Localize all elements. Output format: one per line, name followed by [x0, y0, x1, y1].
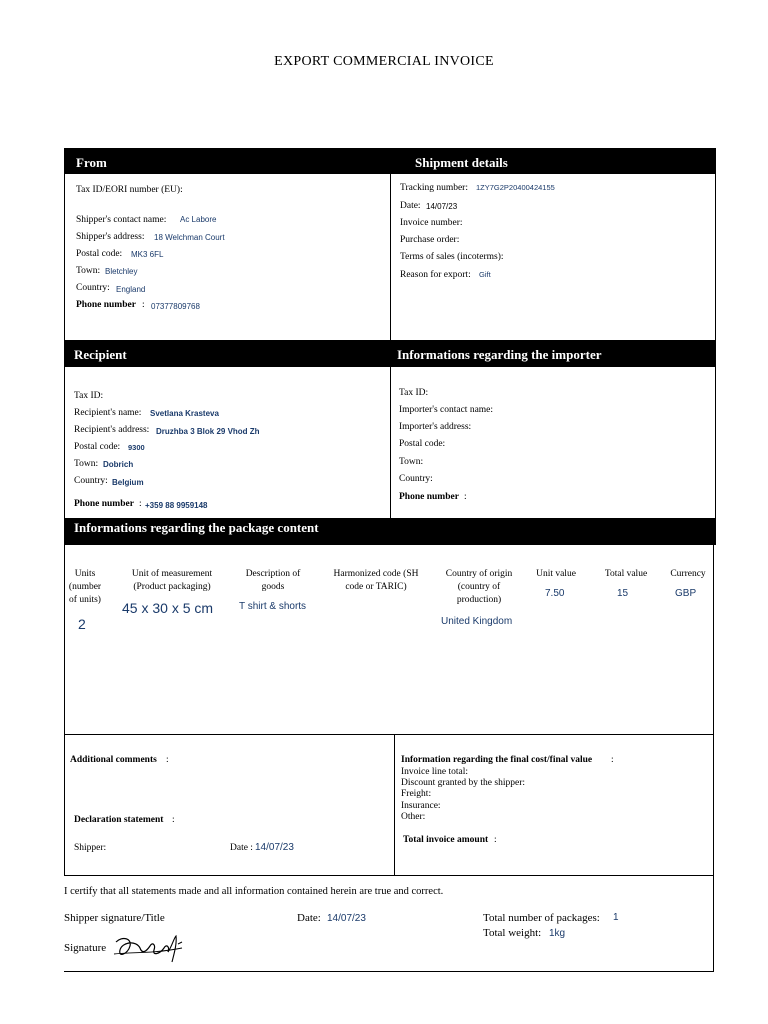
- origin-value: United Kingdom: [441, 616, 513, 627]
- shipment-heading: Shipment details: [415, 155, 508, 170]
- shipment-reason-label: Reason for export:: [400, 270, 471, 280]
- from-address-value: 18 Welchman Court: [154, 233, 225, 242]
- from-town-value: Bletchley: [105, 267, 138, 276]
- cost-total-colon: :: [494, 835, 497, 845]
- from-contact-label: Shipper's contact name:: [76, 215, 167, 225]
- packages-value: 1: [613, 912, 619, 923]
- certify-date-label: Date:: [297, 912, 321, 924]
- unit-value-value: 7.50: [545, 588, 565, 599]
- declaration-label: Declaration statement: [74, 815, 164, 825]
- from-country-value: England: [116, 285, 146, 294]
- from-tax-label: Tax ID/EORI number (EU):: [76, 185, 183, 195]
- recipient-address-value: Druzhba 3 Blok 29 Vhod Zh: [156, 427, 260, 436]
- recipient-postal-value: 9300: [128, 443, 145, 452]
- col-units-header: Units (number of units): [68, 569, 102, 605]
- recipient-country-label: Country:: [74, 476, 108, 486]
- handwritten-signature: [112, 932, 188, 966]
- shipment-reason-value: Gift: [479, 270, 491, 279]
- certify-top-border: [64, 875, 714, 876]
- cost-insurance: Insurance:: [401, 801, 441, 811]
- shipment-terms-label: Terms of sales (incoterms):: [400, 252, 504, 262]
- importer-country-label: Country:: [399, 474, 433, 484]
- right-border-package: [713, 545, 714, 875]
- shipment-tracking-value: 1ZY7G2P20400424155: [476, 183, 555, 192]
- right-border-mid: [715, 367, 716, 519]
- recipient-town-label: Town:: [74, 459, 99, 469]
- from-address-label: Shipper's address:: [76, 232, 145, 242]
- comments-shipper-label: Shipper:: [74, 843, 107, 853]
- package-heading: Informations regarding the package content: [74, 520, 319, 535]
- weight-label: Total weight:: [483, 927, 542, 939]
- additional-comments-label: Additional comments: [70, 755, 157, 765]
- certify-right-border: [713, 875, 714, 971]
- total-value-value: 15: [617, 588, 629, 599]
- currency-value: GBP: [675, 588, 697, 599]
- middle-divider-top: [390, 174, 391, 341]
- cost-heading: Information regarding the final cost/final value: [401, 755, 593, 765]
- cost-discount: Discount granted by the shipper:: [401, 778, 526, 788]
- cost-heading-colon: :: [611, 755, 614, 765]
- left-border-top: [64, 174, 65, 341]
- package-row-divider: [64, 734, 713, 735]
- importer-postal-label: Postal code:: [399, 439, 446, 449]
- packages-label: Total number of packages:: [483, 912, 600, 924]
- importer-heading: Informations regarding the importer: [397, 347, 602, 362]
- additional-comments-colon: :: [166, 755, 169, 765]
- shipment-tracking-label: Tracking number:: [400, 183, 468, 193]
- header-bar-from-shipment: [64, 148, 716, 174]
- importer-phone-label: Phone number: [399, 492, 459, 502]
- middle-divider-mid: [390, 367, 391, 519]
- cost-total-label: Total invoice amount: [403, 835, 489, 845]
- from-contact-value: Ac Labore: [180, 215, 217, 224]
- col-origin-header: Country of origin (country of production): [445, 569, 513, 605]
- recipient-address-label: Recipient's address:: [74, 425, 150, 435]
- col-total-value-header: Total value: [604, 569, 648, 579]
- from-phone-value: 07377809768: [151, 302, 200, 311]
- from-phone-colon: :: [142, 300, 145, 310]
- signature-title-label: Shipper signature/Title: [64, 912, 165, 924]
- left-border-mid: [64, 367, 65, 519]
- shipment-date-value: 14/07/23: [426, 202, 458, 211]
- shipment-invoice-label: Invoice number:: [400, 218, 463, 228]
- recipient-tax-label: Tax ID:: [74, 391, 104, 401]
- measure-value: 45 x 30 x 5 cm: [122, 600, 214, 616]
- cost-other: Other:: [401, 812, 426, 822]
- col-unit-value-header: Unit value: [536, 569, 576, 579]
- shipment-order-label: Purchase order:: [400, 235, 460, 245]
- recipient-heading: Recipient: [74, 347, 127, 362]
- col-desc-header: Description of goods: [245, 569, 301, 592]
- certify-bottom-border: [64, 971, 714, 972]
- cost-freight: Freight:: [401, 789, 432, 799]
- document-title: EXPORT COMMERCIAL INVOICE: [274, 54, 494, 69]
- from-country-label: Country:: [76, 283, 110, 293]
- certify-date-value: 14/07/23: [327, 913, 366, 924]
- declaration-colon: :: [172, 815, 175, 825]
- right-border-top: [715, 174, 716, 341]
- recipient-name-value: Svetlana Krasteva: [150, 409, 219, 418]
- from-postal-label: Postal code:: [76, 249, 123, 259]
- importer-contact-label: Importer's contact name:: [399, 405, 494, 415]
- recipient-phone-label: Phone number: [74, 499, 134, 509]
- cost-line-total: Invoice line total:: [401, 767, 469, 777]
- recipient-country-value: Belgium: [112, 478, 144, 487]
- col-measure-header: Unit of measurement (Product packaging): [131, 569, 213, 592]
- shipment-date-label: Date:: [400, 201, 421, 211]
- desc-value: T shirt & shorts: [239, 601, 307, 612]
- recipient-name-label: Recipient's name:: [74, 408, 142, 418]
- from-town-label: Town:: [76, 266, 101, 276]
- recipient-postal-label: Postal code:: [74, 442, 121, 452]
- importer-tax-label: Tax ID:: [399, 388, 429, 398]
- comments-date-value: 14/07/23: [255, 842, 294, 853]
- comments-date-label: Date :: [230, 843, 253, 853]
- from-phone-label: Phone number: [76, 300, 136, 310]
- importer-town-label: Town:: [399, 457, 424, 467]
- col-currency-header: Currency: [670, 569, 706, 579]
- certify-statement: I certify that all statements made and all information contained herein are true and correct.: [64, 886, 444, 897]
- col-hs-header: Harmonized code (SH code or TARIC): [333, 569, 419, 592]
- from-postal-value: MK3 6FL: [131, 250, 164, 259]
- header-bar-recipient-importer: [64, 340, 716, 367]
- importer-phone-colon: :: [464, 492, 467, 502]
- comments-divider: [394, 735, 395, 875]
- units-value: 2: [78, 616, 86, 632]
- signature-label: Signature: [64, 942, 107, 954]
- from-heading: From: [76, 155, 107, 170]
- importer-address-label: Importer's address:: [399, 422, 472, 432]
- recipient-town-value: Dobrich: [103, 460, 134, 469]
- recipient-phone-value: +359 88 9959148: [145, 501, 208, 510]
- recipient-phone-colon: :: [139, 499, 142, 509]
- weight-value: 1kg: [549, 928, 566, 939]
